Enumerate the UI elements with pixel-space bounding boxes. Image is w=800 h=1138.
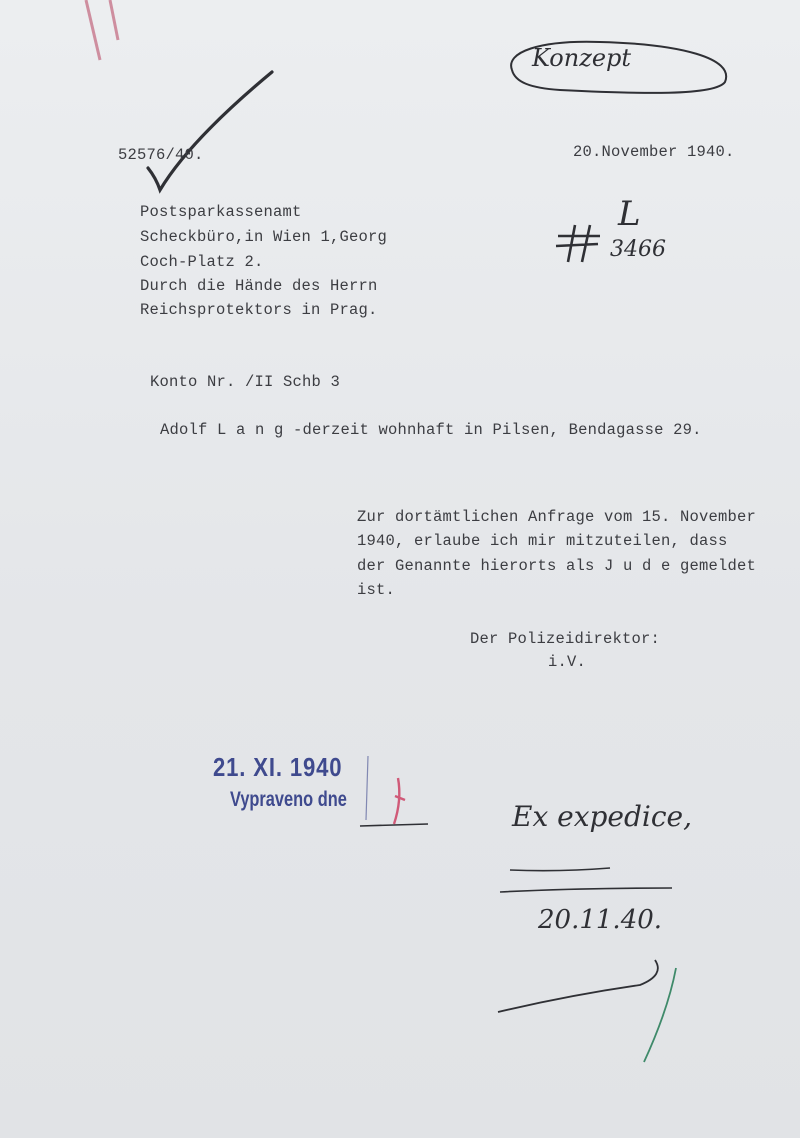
reference-mark: L <box>618 194 641 234</box>
stamp-date: 21. XI. 1940 <box>213 752 343 782</box>
stamp-label: Vypraveno dne <box>230 788 347 811</box>
body-line: 1940, erlaube ich mir mitzuteilen, dass <box>357 532 728 550</box>
check-mark-icon <box>148 72 272 190</box>
subject-person: Adolf L a n g -derzeit wohnhaft in Pilsen, Bendagasse 29. <box>160 421 702 439</box>
handwritten-date: 20.11.40. <box>538 905 663 935</box>
account-number: Konto Nr. /II Schb 3 <box>150 373 341 391</box>
address-line: Scheckbüro,in Wien 1,Georg <box>140 228 388 246</box>
concept-note: Konzept <box>532 44 632 72</box>
body-line: Zur dortämtlichen Anfrage vom 15. November <box>357 508 757 526</box>
signature-title: Der Polizeidirektor: <box>470 630 661 648</box>
document-date: 20.November 1940. <box>573 143 735 161</box>
handwritten-note: Ex expedice, <box>512 800 693 833</box>
body-line: ist. <box>357 581 396 599</box>
signature-on-behalf: i.V. <box>548 653 587 671</box>
address-line: Postsparkassenamt <box>140 203 302 221</box>
reference-number: 3466 <box>610 237 666 262</box>
file-number: 52576/40. <box>118 146 204 164</box>
address-line: Reichsprotektors in Prag. <box>140 301 378 319</box>
body-line: der Genannte hierorts als J u d e gemeldet <box>357 557 757 575</box>
address-line: Durch die Hände des Herrn <box>140 277 378 295</box>
address-line: Coch-Platz 2. <box>140 253 264 271</box>
